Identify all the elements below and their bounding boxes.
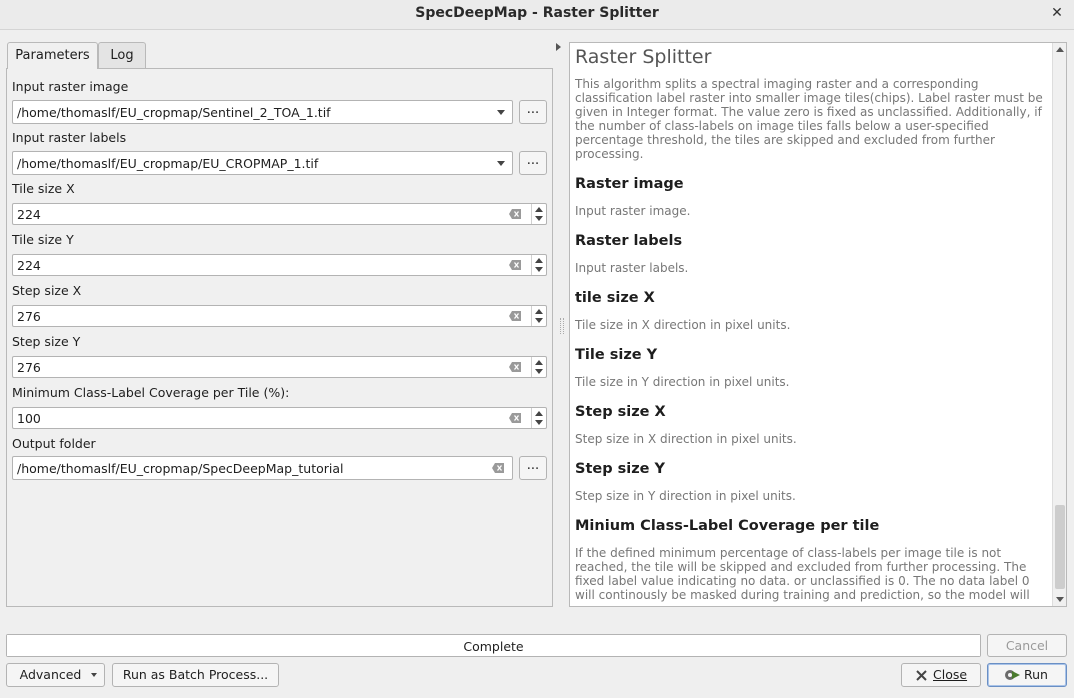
parameters-panel xyxy=(6,68,553,607)
help-text: Tile size in X direction in pixel units. xyxy=(575,318,791,332)
down-arrow-icon[interactable] xyxy=(535,318,543,323)
coverage-label: Minimum Class-Label Coverage per Tile (%): xyxy=(12,385,290,400)
help-text: Step size in Y direction in pixel units. xyxy=(575,489,796,503)
step-x-spinbox[interactable] xyxy=(12,305,547,327)
tab-log[interactable]: Log xyxy=(98,42,146,68)
up-arrow-icon[interactable] xyxy=(535,309,543,314)
tile-y-stepper[interactable] xyxy=(531,255,546,275)
close-button[interactable] xyxy=(901,663,981,687)
advanced-button[interactable] xyxy=(6,663,105,687)
output-folder-input[interactable] xyxy=(12,456,513,480)
run-button[interactable] xyxy=(987,663,1067,687)
tile-x-spinbox[interactable] xyxy=(12,203,547,225)
input-image-browse-button[interactable]: ... xyxy=(519,100,547,124)
progress-bar xyxy=(6,634,981,657)
up-arrow-icon[interactable] xyxy=(535,258,543,263)
help-title: Raster Splitter xyxy=(575,46,712,68)
output-folder-browse-button[interactable]: ... xyxy=(519,456,547,480)
window-close-icon[interactable]: ✕ xyxy=(1051,5,1063,21)
help-text: Input raster labels. xyxy=(575,261,689,275)
up-arrow-icon[interactable] xyxy=(535,411,543,416)
down-arrow-icon[interactable] xyxy=(535,267,543,272)
output-folder-label: Output folder xyxy=(12,436,96,451)
help-intro: This algorithm splits a spectral imaging raster and a corresponding classification label raster into smaller image tiles(chips). Label raster must be given in Integer format. The value zero is fixed as unclassified. Additionally, if the number of class-labels on image tiles falls below a user-specified percentage threshold, the tiles are skipped and excluded from further processing. xyxy=(575,77,1043,161)
step-x-label: Step size X xyxy=(12,283,82,298)
up-arrow-icon[interactable] xyxy=(535,207,543,212)
run-gear-icon xyxy=(1004,668,1022,682)
step-y-stepper[interactable] xyxy=(531,357,546,377)
step-y-spinbox[interactable] xyxy=(12,356,547,378)
help-heading: Minium Class-Label Coverage per tile xyxy=(575,518,880,534)
input-labels-value: /home/thomaslf/EU_cropmap/EU_CROPMAP_1.tif xyxy=(17,156,319,171)
step-y-value: 276 xyxy=(17,360,41,375)
title-bar xyxy=(0,0,1074,30)
scroll-down-icon[interactable] xyxy=(1056,597,1064,602)
help-heading: Raster image xyxy=(575,176,684,192)
collapse-help-icon[interactable] xyxy=(556,43,561,51)
help-text: Step size in X direction in pixel units. xyxy=(575,432,797,446)
tile-y-label: Tile size Y xyxy=(12,232,74,247)
step-x-value: 276 xyxy=(17,309,41,324)
splitter-handle[interactable] xyxy=(560,318,564,334)
tile-x-label: Tile size X xyxy=(12,181,75,196)
progress-text: Complete xyxy=(463,639,524,654)
help-scrollbar[interactable] xyxy=(1052,43,1066,606)
close-icon xyxy=(916,670,927,681)
coverage-stepper[interactable] xyxy=(531,408,546,428)
down-arrow-icon[interactable] xyxy=(535,369,543,374)
input-image-value: /home/thomaslf/EU_cropmap/Sentinel_2_TOA_1.tif xyxy=(17,105,331,120)
down-arrow-icon[interactable] xyxy=(535,420,543,425)
advanced-label: Advanced xyxy=(19,667,82,682)
help-heading: Step size X xyxy=(575,404,666,420)
step-x-stepper[interactable] xyxy=(531,306,546,326)
help-content xyxy=(575,46,1050,602)
tile-y-value: 224 xyxy=(17,258,41,273)
clear-icon[interactable] xyxy=(509,413,521,423)
output-folder-value: /home/thomaslf/EU_cropmap/SpecDeepMap_tutorial xyxy=(17,461,344,476)
step-y-label: Step size Y xyxy=(12,334,81,349)
help-heading: Tile size Y xyxy=(575,347,658,363)
tile-y-spinbox[interactable] xyxy=(12,254,547,276)
help-heading: Raster labels xyxy=(575,233,683,249)
scroll-up-icon[interactable] xyxy=(1056,47,1064,52)
coverage-spinbox[interactable] xyxy=(12,407,547,429)
window-title: SpecDeepMap - Raster Splitter xyxy=(415,5,659,21)
help-text: Tile size in Y direction in pixel units. xyxy=(575,375,790,389)
coverage-value: 100 xyxy=(17,411,41,426)
scrollbar-thumb[interactable] xyxy=(1055,505,1065,589)
down-arrow-icon[interactable] xyxy=(535,216,543,221)
input-image-combo[interactable] xyxy=(12,100,513,124)
chevron-down-icon[interactable] xyxy=(86,664,104,686)
chevron-down-icon xyxy=(497,161,505,166)
input-labels-label: Input raster labels xyxy=(12,130,127,145)
help-heading: Step size Y xyxy=(575,461,666,477)
cancel-button[interactable]: Cancel xyxy=(987,634,1067,657)
input-image-label: Input raster image xyxy=(12,79,129,94)
chevron-down-icon xyxy=(497,110,505,115)
clear-icon[interactable] xyxy=(509,209,521,219)
tab-parameters[interactable]: Parameters xyxy=(7,42,98,69)
run-batch-button[interactable]: Run as Batch Process... xyxy=(112,663,279,687)
input-labels-combo[interactable] xyxy=(12,151,513,175)
help-heading: tile size X xyxy=(575,290,655,306)
tile-x-value: 224 xyxy=(17,207,41,222)
close-label: Close xyxy=(933,667,968,682)
clear-icon[interactable] xyxy=(509,362,521,372)
run-label: Run xyxy=(1024,667,1048,682)
help-text: Input raster image. xyxy=(575,204,691,218)
clear-icon[interactable] xyxy=(509,311,521,321)
help-panel xyxy=(569,42,1067,607)
input-labels-browse-button[interactable]: ... xyxy=(519,151,547,175)
clear-icon[interactable] xyxy=(509,260,521,270)
tile-x-stepper[interactable] xyxy=(531,204,546,224)
up-arrow-icon[interactable] xyxy=(535,360,543,365)
clear-icon[interactable] xyxy=(492,463,504,473)
help-text: If the defined minimum percentage of class-labels per image tile is not reached, the tile will be skipped and excluded from further processing. The fixed label value indicating no data. or unclassified is 0. The no data label 0 will continously be masked during training and prediction, so the model will xyxy=(575,546,1030,602)
